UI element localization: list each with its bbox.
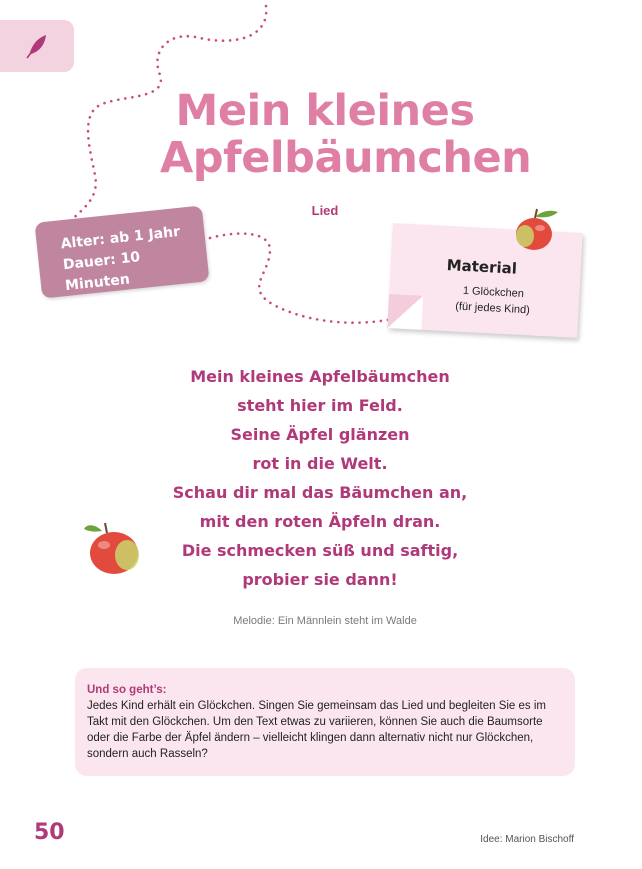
instructions-box <box>75 668 575 776</box>
lyrics-line: mit den roten Äpfeln dran. <box>199 512 441 531</box>
page-title <box>160 86 532 183</box>
material-item-line: 1 Glöckchen <box>462 284 525 301</box>
lyrics-line: steht hier im Feld. <box>237 396 403 415</box>
lyrics-line: Die schmecken süß und saftig, <box>181 541 459 560</box>
lyrics-line: Mein kleines Apfelbäumchen <box>190 367 450 386</box>
subtitle: Lied <box>311 203 339 218</box>
apple-icon <box>510 206 566 259</box>
material-item <box>442 282 544 319</box>
title-line-2: Apfelbäumchen <box>160 133 532 183</box>
lyrics-line: Schau dir mal das Bäumchen an, <box>172 483 468 502</box>
idea-credit: Idee: Marion Bischoff <box>480 834 574 845</box>
lyrics-line: Seine Äpfel glänzen <box>230 425 410 444</box>
note-fold <box>387 294 423 330</box>
duration-label: Dauer: 10 Minuten <box>62 249 141 295</box>
apple-icon <box>82 517 148 584</box>
age-label: Alter: ab 1 Jahr <box>60 223 181 253</box>
lyrics-line: rot in die Welt. <box>252 454 388 473</box>
leaf-icon <box>25 33 49 59</box>
material-item-note: (für jedes Kind) <box>454 300 531 317</box>
title-line-1: Mein kleines <box>175 86 475 136</box>
material-heading: Material <box>446 255 518 278</box>
page-number: 50 <box>34 820 65 845</box>
melody-note: Melodie: Ein Männlein steht im Walde <box>233 615 417 627</box>
lyrics-line: probier sie dann! <box>242 570 398 589</box>
corner-tab <box>0 20 74 72</box>
instructions-heading: Und so geht’s: <box>87 684 167 696</box>
song-lyrics <box>150 362 490 594</box>
instructions-text: Jedes Kind erhält ein Glöckchen. Singen Sie gemeinsam das Lied und begleiten Sie es im Takt mit den Glöckchen. Um den Text etwas zu variieren, können Sie auch die Baumsorte oder die Farbe der Äpfel ändern – vielleicht klingen dann alternativ nicht nur Glöckchen, sondern auch Rasseln? <box>87 700 547 760</box>
age-duration-box <box>34 205 209 298</box>
